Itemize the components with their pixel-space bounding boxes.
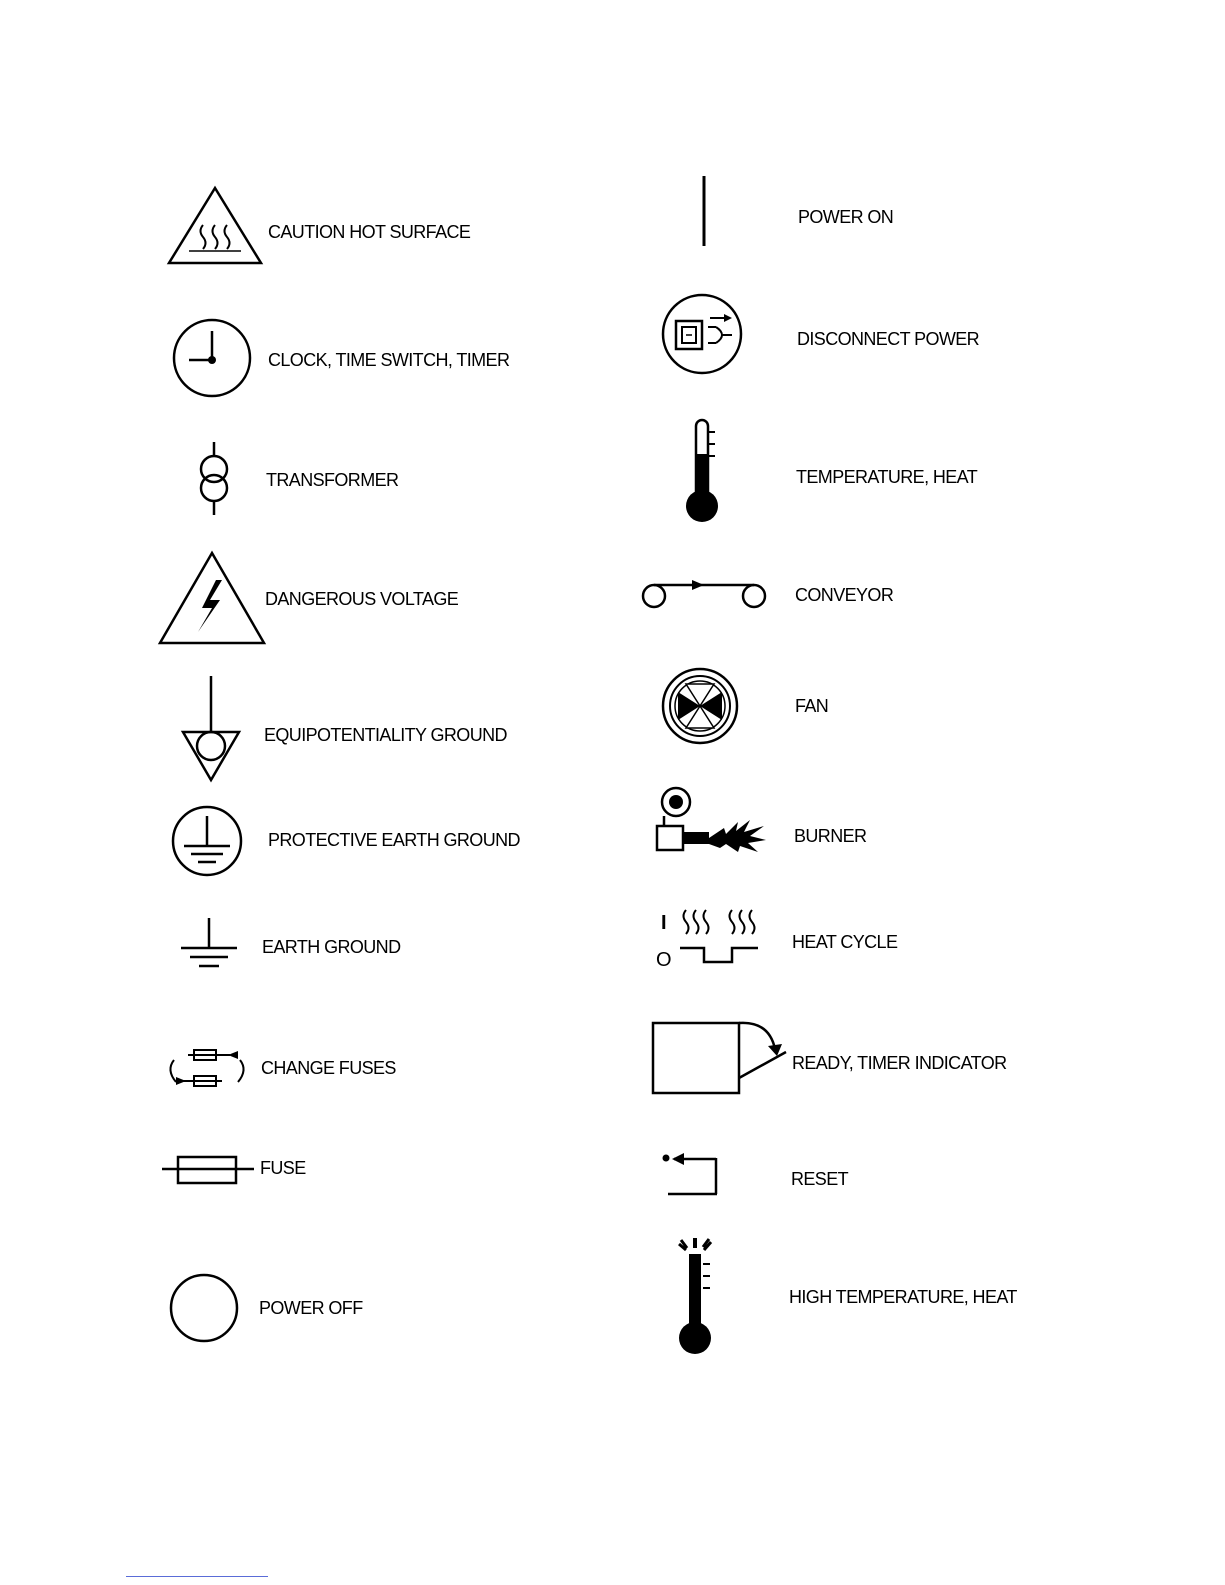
disconnect-power-icon [660, 292, 744, 376]
power-on-label: POWER ON [798, 207, 894, 227]
change-fuses-icon [160, 1046, 252, 1090]
fan-label: FAN [795, 696, 829, 716]
burner-label: BURNER [794, 826, 867, 846]
disconnect-power-label: DISCONNECT POWER [797, 329, 980, 349]
transformer-icon [194, 440, 234, 518]
power-on-icon [698, 174, 710, 250]
fan-icon [660, 666, 740, 746]
page-link-underline[interactable] [126, 1576, 268, 1577]
caution-hot-surface-icon [165, 185, 265, 267]
fuse-icon [160, 1154, 256, 1188]
heat-cycle-label: HEAT CYCLE [792, 932, 898, 952]
reset-icon [660, 1152, 722, 1198]
dangerous-voltage-label: DANGEROUS VOLTAGE [265, 589, 459, 609]
ready-timer-indicator-label: READY, TIMER INDICATOR [792, 1053, 1007, 1073]
equipotential-ground-icon [180, 674, 242, 784]
power-off-label: POWER OFF [259, 1298, 363, 1318]
power-off-icon [168, 1272, 240, 1344]
heat-cycle-icon [674, 904, 764, 968]
reset-label: RESET [791, 1169, 849, 1189]
clock-timer-label: CLOCK, TIME SWITCH, TIMER [268, 350, 510, 370]
high-temperature-icon [668, 1236, 728, 1360]
heat-cycle-off-glyph: O [656, 949, 671, 971]
conveyor-label: CONVEYOR [795, 585, 894, 605]
lightning-warning-icon [156, 550, 268, 648]
change-fuses-label: CHANGE FUSES [261, 1058, 396, 1078]
caution-hot-surface-label: CAUTION HOT SURFACE [268, 222, 471, 242]
earth-ground-label: EARTH GROUND [262, 937, 401, 957]
heat-cycle-on-glyph: I [661, 912, 666, 934]
conveyor-icon [640, 580, 770, 610]
temperature-heat-label: TEMPERATURE, HEAT [796, 467, 978, 487]
burner-icon [654, 786, 774, 856]
equipotentiality-ground-label: EQUIPOTENTIALITY GROUND [264, 725, 507, 745]
protective-earth-ground-label: PROTECTIVE EARTH GROUND [268, 830, 520, 850]
thermometer-icon [682, 418, 726, 526]
high-temperature-heat-label: HIGH TEMPERATURE, HEAT [789, 1287, 1017, 1307]
protective-earth-icon [170, 804, 244, 878]
ready-timer-indicator-icon [650, 1020, 790, 1096]
clock-icon [171, 317, 253, 399]
fuse-label: FUSE [260, 1158, 306, 1178]
transformer-label: TRANSFORMER [266, 470, 399, 490]
earth-ground-icon [178, 916, 240, 972]
